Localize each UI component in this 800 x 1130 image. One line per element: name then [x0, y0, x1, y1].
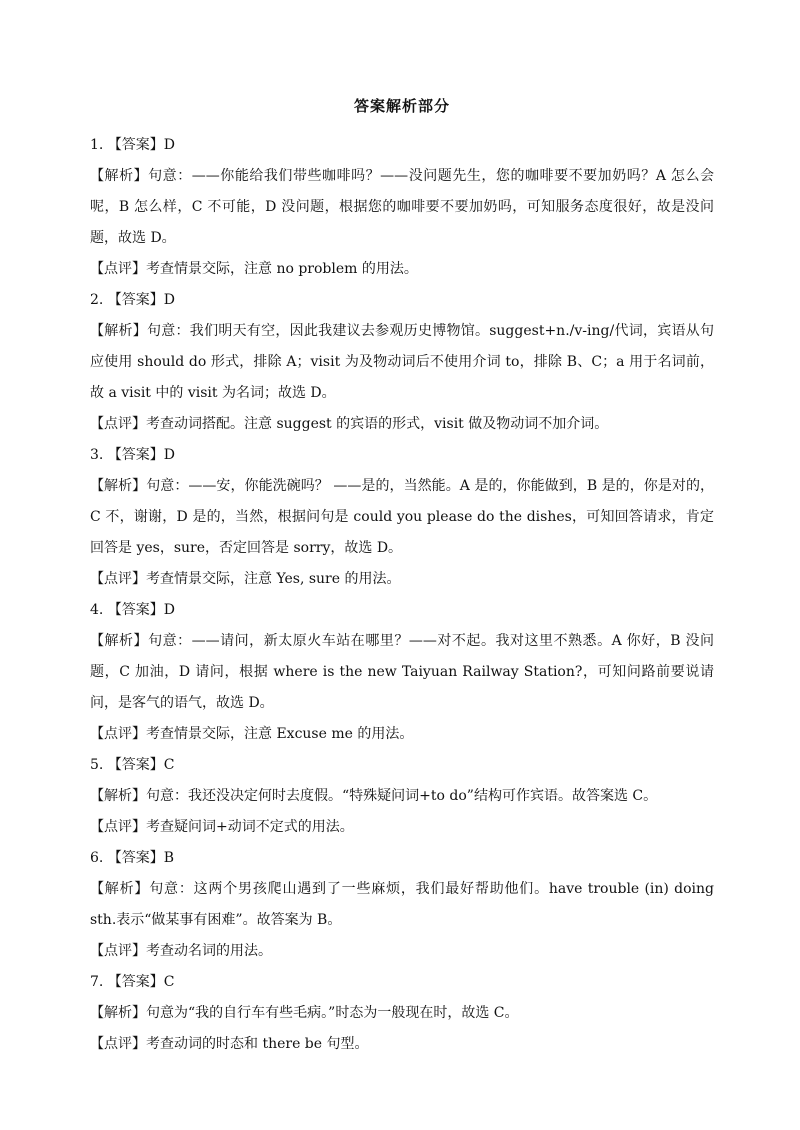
answer-line: 4. 【答案】D	[90, 602, 176, 618]
explanation-text: 【解析】句意：——你能给我们带些咖啡吗？——没问题先生，您的咖啡要不要加奶吗？A 怎么会呢，B 怎么样，C 不可能，D 没问题，根据您的咖啡要不要加奶吗，可知服务态度很好，故是没问题，故选 D。	[90, 168, 714, 246]
explanation-text: 【解析】句意：我还没决定何时去度假。“特殊疑问词+to do”结构可作宾语。故答案选 C。	[90, 788, 658, 804]
comment-text: 【点评】考查动名词的用法。	[90, 943, 272, 959]
comment-text: 【点评】考查情景交际，注意 no problem 的用法。	[90, 261, 418, 277]
question-4	[90, 595, 714, 750]
question-6	[90, 843, 714, 967]
answer-line: 1. 【答案】D	[90, 137, 176, 153]
explanation-text: 【解析】句意：——安，你能洗碗吗？ ——是的，当然能。A 是的，你能做到，B 是的，你是对的，C 不，谢谢，D 是的，当然，根据问句是 could you please do the dishes，可知回答请求，肯定回答是 yes，sure，否定回答是 sorry，故选 D。	[90, 478, 714, 556]
question-2	[90, 285, 714, 440]
question-7	[90, 967, 714, 1060]
comment-text: 【点评】考查情景交际，注意 Yes, sure 的用法。	[90, 571, 401, 587]
explanation-text: 【解析】句意：这两个男孩爬山遇到了一些麻烦，我们最好帮助他们。have trouble (in) doing sth.表示“做某事有困难”。故答案为 B。	[90, 881, 714, 928]
comment-text: 【点评】考查动词搭配。注意 suggest 的宾语的形式，visit 做及物动词不加介词。	[90, 416, 609, 432]
answer-line: 7. 【答案】C	[90, 974, 175, 990]
question-3	[90, 440, 714, 595]
comment-text: 【点评】考查情景交际，注意 Excuse me 的用法。	[90, 726, 414, 742]
explanation-text: 【解析】句意为“我的自行车有些毛病。”时态为一般现在时，故选 C。	[90, 1005, 519, 1021]
answer-line: 2. 【答案】D	[90, 292, 176, 308]
question-5	[90, 750, 714, 843]
answer-line: 5. 【答案】C	[90, 757, 175, 773]
explanation-text: 【解析】句意：我们明天有空，因此我建议去参观历史博物馆。suggest+n./v-ing/代词，宾语从句应使用 should do 形式，排除 A；visit 为及物动词后不使用介词 to，排除 B、C；a 用于名词前，故 a visit 中的 visit 为名词；故选 D。	[90, 323, 714, 401]
question-1	[90, 130, 714, 285]
comment-text: 【点评】考查动词的时态和 there be 句型。	[90, 1036, 369, 1052]
answer-line: 3. 【答案】D	[90, 447, 176, 463]
explanation-text: 【解析】句意：——请问，新太原火车站在哪里？——对不起。我对这里不熟悉。A 你好，B 没问题，C 加油，D 请问，根据 where is the new Taiyuan Railway Station?，可知问路前要说请问，是客气的语气，故选 D。	[90, 633, 714, 711]
answer-line: 6. 【答案】B	[90, 850, 175, 866]
comment-text: 【点评】考查疑问词+动词不定式的用法。	[90, 819, 354, 835]
page-title: 答案解析部分	[353, 97, 450, 115]
